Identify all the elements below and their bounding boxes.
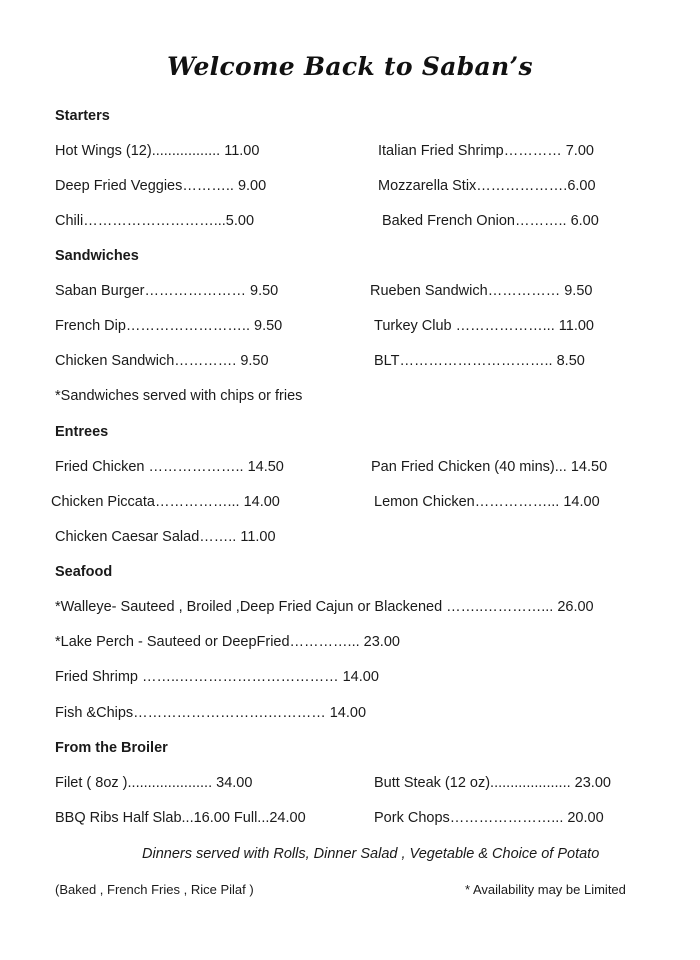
menu-item: Chicken Sandwich…………. 9.50: [55, 353, 269, 369]
menu-item: French Dip…………………….. 9.50: [55, 318, 283, 334]
menu-item: Pork Chops…………………... 20.00: [374, 810, 604, 826]
section-heading-broiler: From the Broiler: [55, 740, 168, 756]
menu-item: Fried Shrimp ……..…………………………… 14.00: [55, 669, 379, 685]
potato-note: (Baked , French Fries , Rice Pilaf ): [55, 882, 254, 897]
menu-item: Deep Fried Veggies……….. 9.00: [55, 178, 267, 194]
menu-item: *Walleye- Sauteed , Broiled ,Deep Fried Cajun or Blackened ……..…………... 26.00: [55, 599, 594, 615]
menu-item: Saban Burger………………… 9.50: [55, 283, 279, 299]
menu-item: Rueben Sandwich…………… 9.50: [370, 283, 593, 299]
dinner-note: Dinners served with Rolls, Dinner Salad , Vegetable & Choice of Potato: [142, 846, 600, 862]
menu-item: Chicken Piccata……………... 14.00: [51, 494, 280, 510]
section-heading-entrees: Entrees: [55, 424, 109, 440]
menu-item: Italian Fried Shrimp………… 7.00: [378, 143, 594, 159]
menu-item: Turkey Club ………………... 11.00: [374, 318, 594, 334]
availability-note: * Availability may be Limited: [465, 882, 626, 897]
menu-item: BLT………………………….. 8.50: [374, 353, 585, 369]
menu-item: Mozzarella Stix……………….6.00: [378, 178, 596, 194]
sandwich-note: *Sandwiches served with chips or fries: [55, 388, 303, 404]
menu-item: Hot Wings (12)................. 11.00: [55, 143, 260, 159]
menu-item: Chili………………………...5.00: [55, 213, 255, 229]
menu-item: Pan Fried Chicken (40 mins)... 14.50: [371, 459, 608, 475]
section-heading-sandwiches: Sandwiches: [55, 248, 139, 264]
menu-item: Fish &Chips……………………….………… 14.00: [55, 705, 367, 721]
section-heading-seafood: Seafood: [55, 564, 113, 580]
menu-title: Welcome Back to Saban’s: [167, 52, 533, 81]
menu-item: Chicken Caesar Salad…….. 11.00: [55, 529, 276, 545]
menu-item: Baked French Onion……….. 6.00: [382, 213, 599, 229]
menu-item: Lemon Chicken……………... 14.00: [374, 494, 600, 510]
menu-item: BBQ Ribs Half Slab...16.00 Full...24.00: [55, 810, 306, 826]
menu-item: Butt Steak (12 oz).................... 23.00: [374, 775, 611, 791]
menu-item: *Lake Perch - Sauteed or DeepFried…………... 23.00: [55, 634, 400, 650]
menu-item: Fried Chicken ……………….. 14.50: [55, 459, 284, 475]
menu-item: Filet ( 8oz )..................... 34.00: [55, 775, 253, 791]
section-heading-starters: Starters: [55, 108, 110, 124]
